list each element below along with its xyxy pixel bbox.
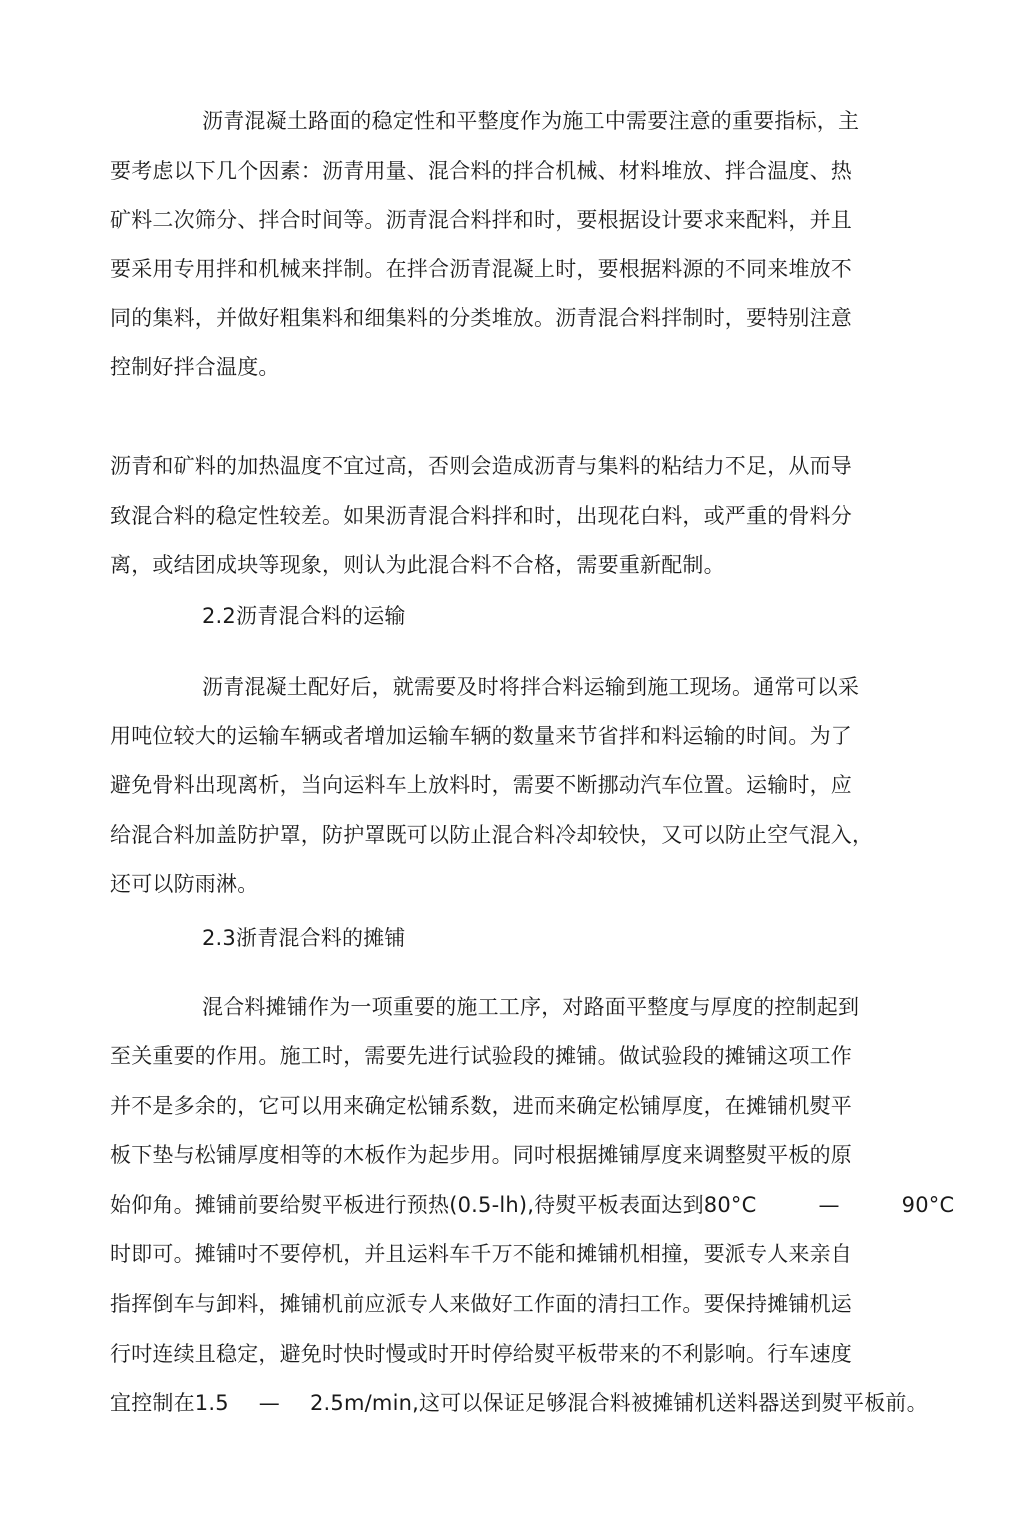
text-line: 避免骨料出现离析，当向运料车上放料时，需要不断挪动汽车位置。运输时，应 <box>110 773 852 797</box>
text-segment: — <box>258 1391 280 1415</box>
text-line: 还可以防雨淋。 <box>110 872 259 896</box>
text-segment: 2.5m/min,这可以保证足够混合料被摊铺机送料器送到熨平板前。 <box>310 1391 928 1415</box>
text-line: 给混合料加盖防护罩，防护罩既可以防止混合料冷却较快，又可以防止空气混入， <box>110 823 874 847</box>
text-line: 沥青混凝土配好后，就需要及时将拌合料运输到施工现场。通常可以采 <box>202 675 860 699</box>
text-line <box>110 1388 928 1418</box>
text-line: 致混合料的稳定性较差。如果沥青混合料拌和时，出现花白料，或严重的骨料分 <box>110 504 852 528</box>
text-segment: 宜控制在1.5 <box>110 1391 229 1415</box>
text-line: 要考虑以下几个因素：沥青用量、混合料的拌合机械、材料堆放、拌合温度、热 <box>110 159 852 183</box>
text-line: 混合料摊铺作为一项重要的施工工序，对路面平整度与厚度的控制起到 <box>202 995 860 1019</box>
text-segment: 始仰角。摊铺前要给熨平板进行预热(0.5-lh),待熨平板表面达到80°C <box>110 1193 757 1217</box>
text-line: 至关重要的作用。施工时，需要先进行试验段的摊铺。做试验段的摊铺这项工作 <box>110 1044 852 1068</box>
text-line <box>110 1190 955 1220</box>
text-line: 板下垫与松铺厚度相等的木板作为起步用。同吋根据摊铺厚度来调整熨平板的原 <box>110 1143 852 1167</box>
section-heading: 2.2沥青混合料的运输 <box>202 604 406 628</box>
text-line: 同的集料，并做好粗集料和细集料的分类堆放。沥青混合料拌制时，要特别注意 <box>110 306 852 330</box>
text-line: 矿料二次筛分、拌合时间等。沥青混合料拌和时，要根据设计要求来配料，并且 <box>110 208 852 232</box>
text-line: 行吋连续且稳定，避免时快时慢或时开时停给熨平板带来的不利影响。行车速度 <box>110 1342 852 1366</box>
text-line: 离，或结团成块等现象，则认为此混合料不合格，需要重新配制。 <box>110 553 725 577</box>
text-line: 用吨位较大的运输车辆或者增加运输车辆的数量来节省拌和料运输的时间。为了 <box>110 724 852 748</box>
text-line: 沥青和矿料的加热温度不宜过高，否则会造成沥青与集料的粘结力不足，从而导 <box>110 454 852 478</box>
text-line: 并不是多余的，它可以用来确定松铺系数，进而来确定松铺厚度，在摊铺机熨平 <box>110 1094 852 1118</box>
text-line: 要采用专用拌和机械来拌制。在拌合沥青混凝上时，要根据料源的不同来堆放不 <box>110 257 852 281</box>
section-heading: 2.3浙青混合料的摊铺 <box>202 926 406 950</box>
text-line: 控制好拌合温度。 <box>110 355 280 379</box>
text-line: 时即可。摊铺吋不要停机，并且运料车千万不能和摊铺机相撞，要派专人来亲自 <box>110 1242 852 1266</box>
text-line: 指挥倒车与卸料，摊铺机前应派专人来做好工作面的清扫工作。要保持摊铺机运 <box>110 1292 852 1316</box>
text-segment: 90°C <box>901 1193 955 1217</box>
text-segment: — <box>818 1193 840 1217</box>
text-line: 沥青混凝土路面的稳定性和平整度作为施工中需要注意的重要指标，主 <box>202 109 860 133</box>
